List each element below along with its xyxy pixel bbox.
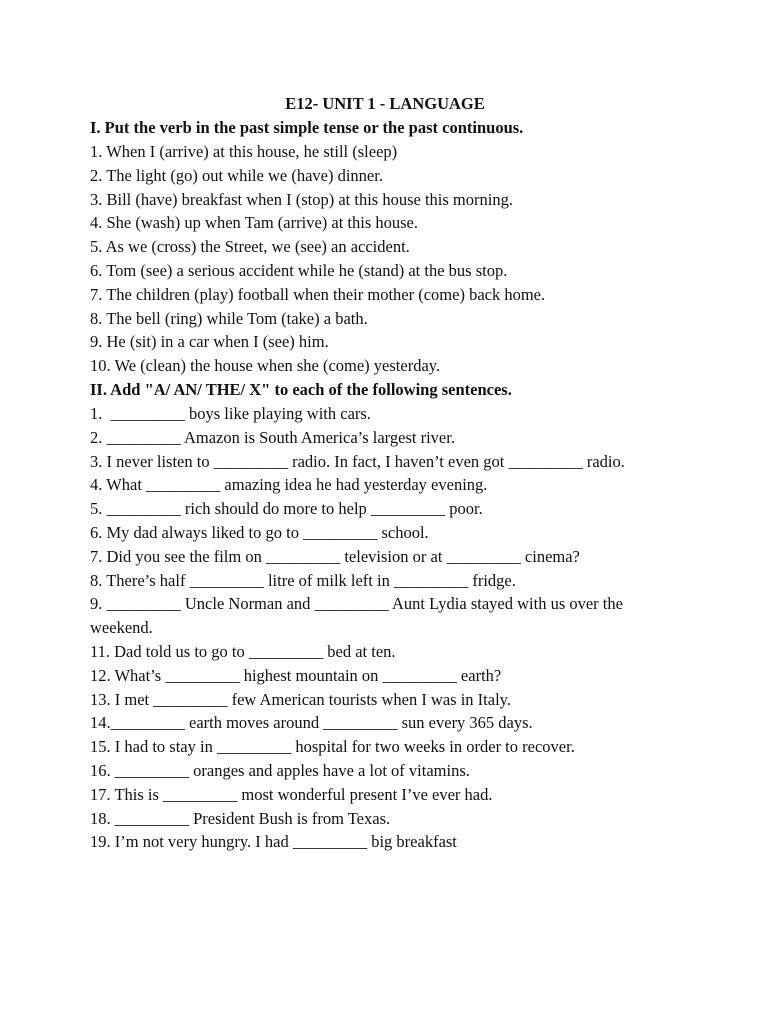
exercise-item: 3. Bill (have) breakfast when I (stop) at this house this morning.: [90, 189, 513, 209]
exercise-item: 2. _________ Amazon is South America’s largest river.: [90, 427, 455, 447]
section-articles: [90, 378, 680, 854]
exercise-item: 4. What _________ amazing idea he had yesterday evening.: [90, 475, 488, 495]
exercise-item: 8. The bell (ring) while Tom (take) a bath.: [90, 308, 368, 328]
exercise-item: 10. We (clean) the house when she (come) yesterday.: [90, 356, 441, 376]
exercise-item: 6. Tom (see) a serious accident while he (stand) at the bus stop.: [90, 260, 508, 280]
exercise-item: 3. I never listen to _________ radio. In fact, I haven’t even got _________ radio.: [90, 451, 625, 471]
exercise-item: 17. This is _________ most wonderful present I’ve ever had.: [90, 784, 493, 804]
exercise-item: 8. There’s half _________ litre of milk left in _________ fridge.: [90, 570, 516, 590]
exercise-item: 15. I had to stay in _________ hospital for two weeks in order to recover.: [90, 737, 575, 757]
exercise-item: 1. _________ boys like playing with cars.: [90, 403, 371, 423]
exercise-item: 19. I’m not very hungry. I had _________ big breakfast: [90, 832, 457, 852]
section-heading: I. Put the verb in the past simple tense or the past continuous.: [90, 118, 524, 137]
exercise-item: 12. What’s _________ highest mountain on _________ earth?: [90, 665, 502, 685]
section-verb-tenses: [90, 116, 680, 378]
exercise-item: 13. I met _________ few American tourists when I was in Italy.: [90, 689, 511, 709]
exercise-item: 11. Dad told us to go to _________ bed at ten.: [90, 641, 396, 661]
exercise-item: 4. She (wash) up when Tam (arrive) at this house.: [90, 213, 419, 233]
exercise-item: 6. My dad always liked to go to _________ school.: [90, 522, 429, 542]
section-heading: II. Add "A/ AN/ THE/ X" to each of the following sentences.: [90, 379, 512, 399]
exercise-item: 16. _________ oranges and apples have a lot of vitamins.: [90, 760, 470, 780]
exercise-item: 5. As we (cross) the Street, we (see) an accident.: [90, 237, 410, 257]
exercise-item: 14._________ earth moves around _________ sun every 365 days.: [90, 713, 533, 733]
exercise-item: 7. The children (play) football when their mother (come) back home.: [90, 284, 546, 304]
exercise-item: 2. The light (go) out while we (have) dinner.: [90, 165, 383, 185]
document-title: E12- UNIT 1 - LANGUAGE: [285, 94, 485, 113]
document-page: [90, 92, 680, 854]
exercise-item: 9. He (sit) in a car when I (see) him.: [90, 332, 329, 352]
exercise-item: 1. When I (arrive) at this house, he still (sleep): [90, 142, 398, 161]
exercise-item: 5. _________ rich should do more to help _________ poor.: [90, 499, 483, 519]
exercise-item: 7. Did you see the film on _________ television or at _________ cinema?: [90, 546, 580, 566]
exercise-item: 9. _________ Uncle Norman and _________ Aunt Lydia stayed with us over the weekend.: [90, 594, 628, 638]
exercise-item: 18. _________ President Bush is from Texas.: [90, 808, 391, 828]
